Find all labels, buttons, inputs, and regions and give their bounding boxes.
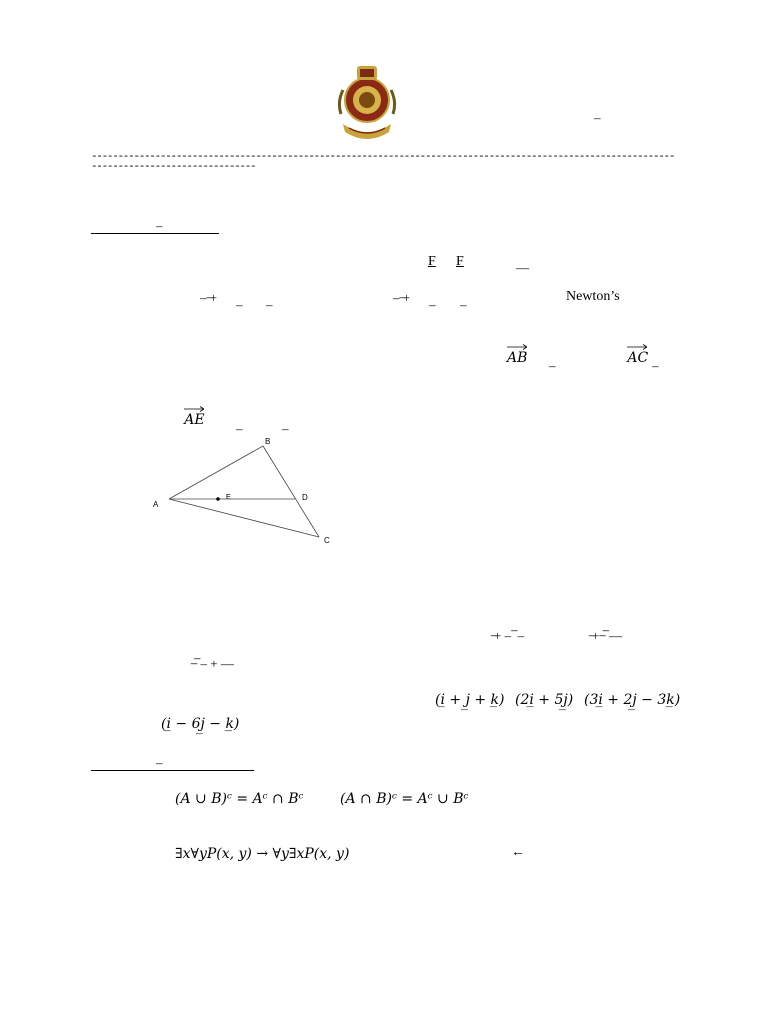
side-ab [169, 446, 263, 499]
vector-2: (2i̲ + 5j̲) [515, 692, 574, 708]
q3-frag-2: ̶ ̅ – + — [194, 656, 234, 671]
q1-frag-c: – [266, 297, 273, 312]
label-d: D [302, 493, 308, 502]
vector-arrow-icon [507, 344, 527, 350]
q2-frag-2: – [282, 421, 289, 436]
vector-ab-label: AB [507, 350, 528, 366]
vector-arrow-icon [184, 406, 204, 412]
header-separator: --------------------------------------------------------------------------------------------------------------------------------------------- [91, 152, 675, 172]
section1-heading-fragment: – [156, 218, 163, 233]
vector-arrow-icon [627, 344, 647, 350]
force-f1: F [428, 254, 436, 269]
vector-ae [184, 406, 204, 428]
demorgan-law-1: (A ∪ B)ᶜ = Aᶜ ∩ Bᶜ [175, 791, 304, 807]
vector-4: (i̲ − 6j̲ − k̲) [161, 716, 240, 732]
section1-heading-underline [91, 233, 219, 234]
vector-1: (i̲ + j̲ + k̲) [435, 692, 505, 708]
q1-dash: — [516, 260, 529, 275]
demorgan-law-2: (A ∩ B)ᶜ = Aᶜ ∪ Bᶜ [340, 791, 469, 807]
q1-frag-e: – [429, 297, 436, 312]
q2-frag-1: – [236, 421, 243, 436]
side-bc [263, 446, 319, 537]
side-ac [169, 499, 319, 537]
label-a: A [153, 500, 159, 509]
left-arrow-icon: ← [511, 845, 525, 860]
newton-text: Newton’s [566, 289, 620, 304]
university-crest-icon [333, 62, 401, 144]
vector-ab-fragment: – [549, 358, 556, 373]
vector-ac [627, 344, 648, 366]
section2-heading-fragment: – [156, 755, 163, 770]
point-e [216, 497, 220, 501]
force-f2: F [456, 254, 464, 269]
q1-frag-d: – ̶+ [393, 290, 411, 305]
section2-heading-underline [91, 770, 254, 771]
vector-ae-label: AE [184, 412, 205, 428]
q3-frag-1b: ̶+ ̶ ̅ — [592, 628, 623, 643]
label-c: C [324, 536, 330, 545]
quantifier-statement: ∃x∀yP(x, y) → ∀y∃xP(x, y) [175, 846, 350, 862]
header-fragment: – [594, 110, 601, 125]
q1-frag-b: – [236, 297, 243, 312]
vector-ac-label: AC [627, 350, 649, 366]
vector-ac-fragment: – [652, 358, 659, 373]
vector-ab [507, 344, 527, 366]
vector-3: (3i̲ + 2j̲ − 3k̲) [584, 692, 681, 708]
label-b: B [265, 437, 271, 446]
triangle-diagram [148, 435, 338, 550]
q3-frag-1a: ̶+ – ̅ – [494, 628, 525, 643]
label-e: E [226, 494, 231, 501]
q1-frag-a: – ̶+ [200, 290, 218, 305]
q1-frag-f: – [460, 297, 467, 312]
